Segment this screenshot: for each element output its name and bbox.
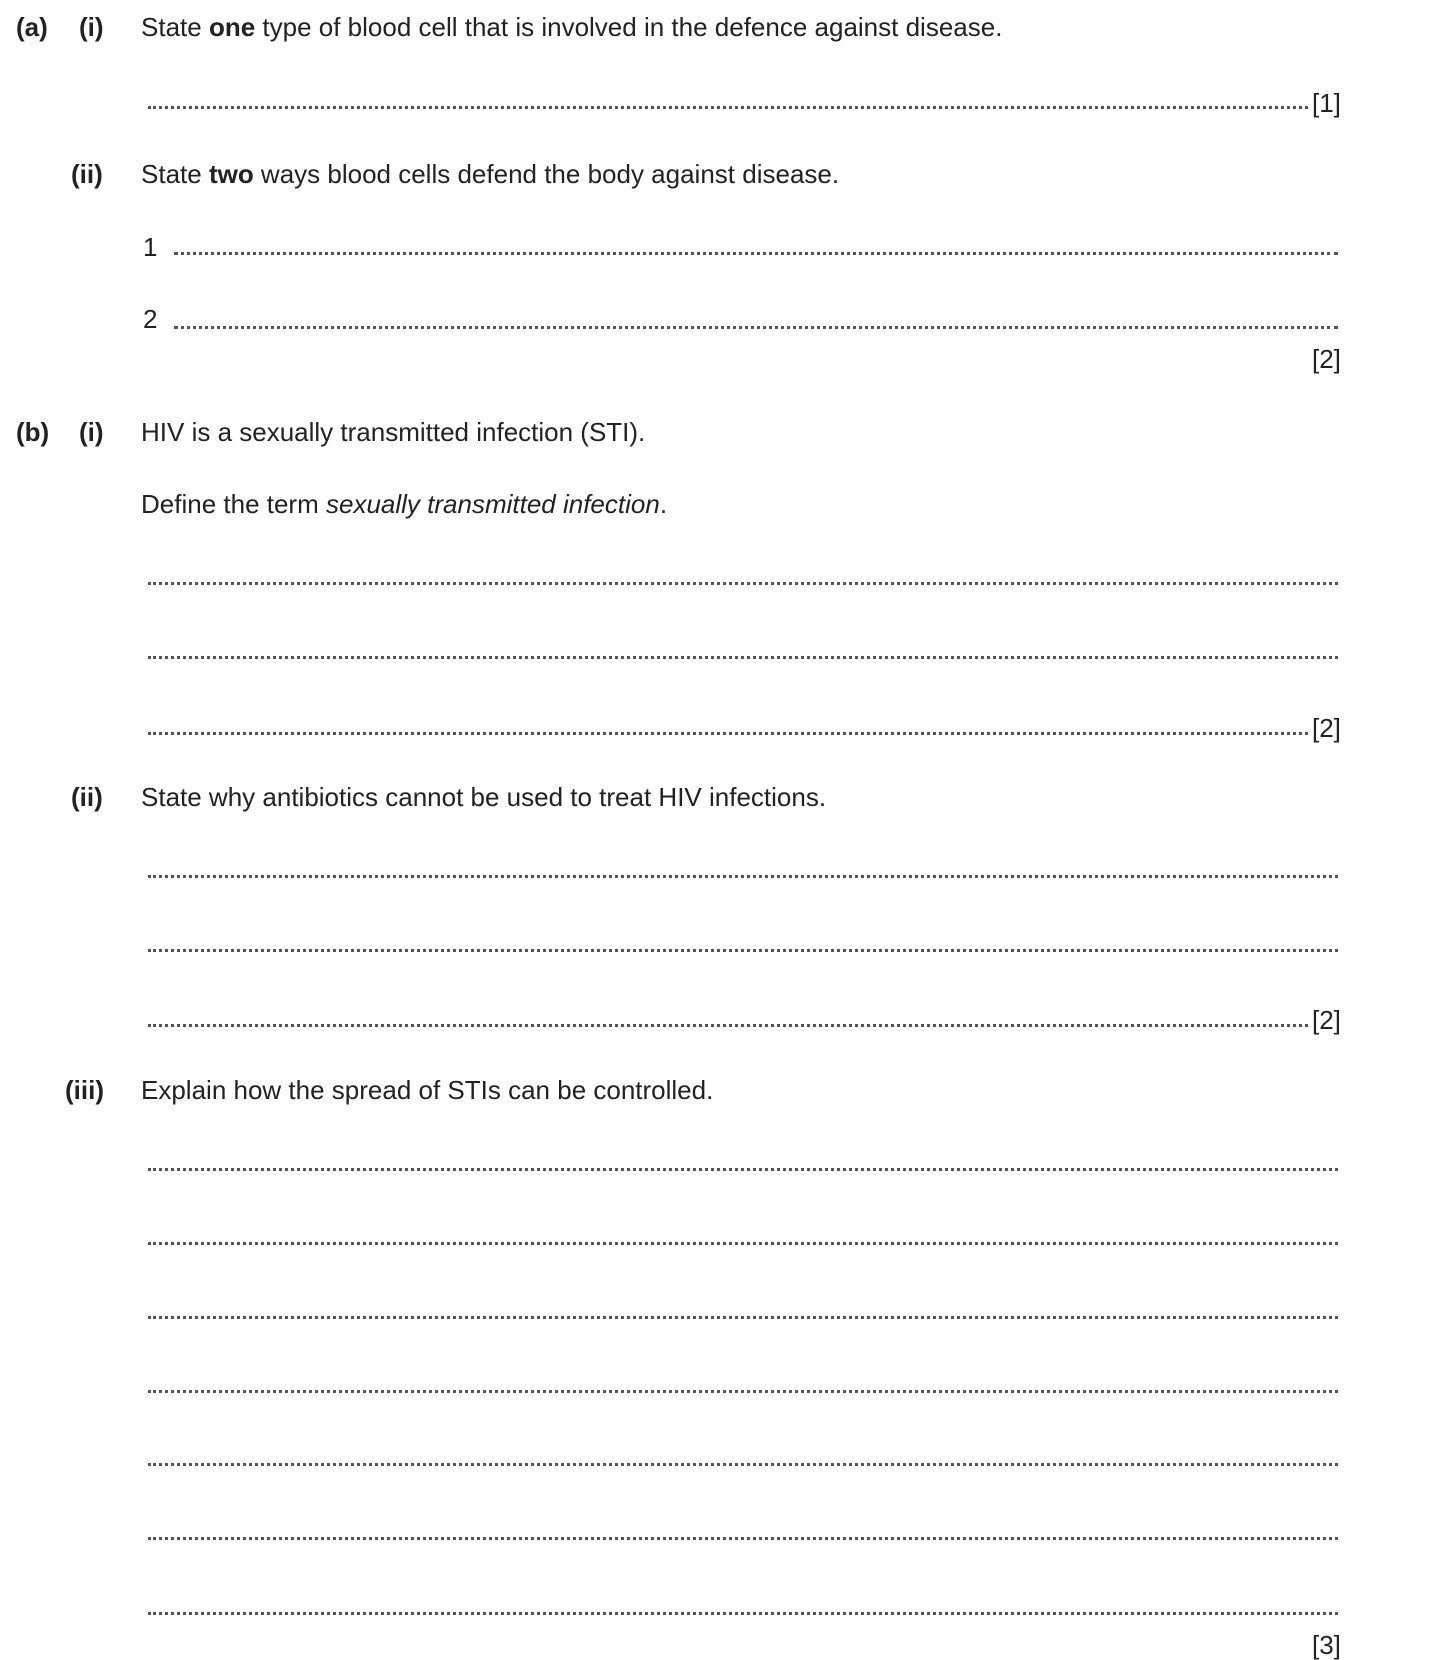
answer-line-a-ii-2[interactable] [174, 326, 1338, 329]
question-b-i-text: HIV is a sexually transmitted infection (STI). [141, 417, 646, 447]
mark-b-i: [2] [1312, 713, 1341, 743]
answer-line-b-iii-7[interactable] [148, 1612, 1338, 1615]
mark-b-iii: [3] [1312, 1630, 1341, 1660]
part-a-ii-label: (ii) [71, 159, 103, 189]
question-a-ii-text: State two ways blood cells defend the body against disease. [141, 159, 840, 189]
mark-a-ii: [2] [1312, 344, 1341, 374]
answer-line-b-i-1[interactable] [148, 582, 1338, 585]
answer-line-b-ii-2[interactable] [148, 949, 1338, 952]
question-b-iii-text: Explain how the spread of STIs can be controlled. [141, 1075, 714, 1105]
answer-line-b-ii-3[interactable] [148, 1024, 1308, 1027]
part-b-i-label: (i) [79, 417, 104, 447]
question-a-i-text: State one type of blood cell that is involved in the defence against disease. [141, 12, 1003, 42]
answer-line-b-iii-1[interactable] [148, 1168, 1338, 1171]
question-b-i-define: Define the term sexually transmitted infection. [141, 489, 668, 519]
answer-line-a-i[interactable] [148, 106, 1308, 109]
part-b-ii-label: (ii) [71, 782, 103, 812]
answer-number-1: 1 [143, 232, 158, 262]
answer-line-b-iii-2[interactable] [148, 1242, 1338, 1245]
answer-line-b-ii-1[interactable] [148, 875, 1338, 878]
answer-line-b-iii-4[interactable] [148, 1390, 1338, 1393]
answer-line-b-iii-6[interactable] [148, 1537, 1338, 1540]
mark-a-i: [1] [1312, 88, 1341, 118]
answer-line-b-iii-5[interactable] [148, 1463, 1338, 1466]
part-a-label: (a) [16, 12, 48, 42]
part-a-i-label: (i) [79, 12, 104, 42]
part-b-iii-label: (iii) [65, 1075, 104, 1105]
answer-number-2: 2 [143, 304, 158, 334]
mark-b-ii: [2] [1312, 1005, 1341, 1035]
answer-line-b-iii-3[interactable] [148, 1316, 1338, 1319]
answer-line-b-i-3[interactable] [148, 732, 1308, 735]
part-b-label: (b) [16, 417, 50, 447]
answer-line-b-i-2[interactable] [148, 656, 1338, 659]
question-b-ii-text: State why antibiotics cannot be used to treat HIV infections. [141, 782, 827, 812]
answer-line-a-ii-1[interactable] [174, 252, 1338, 255]
